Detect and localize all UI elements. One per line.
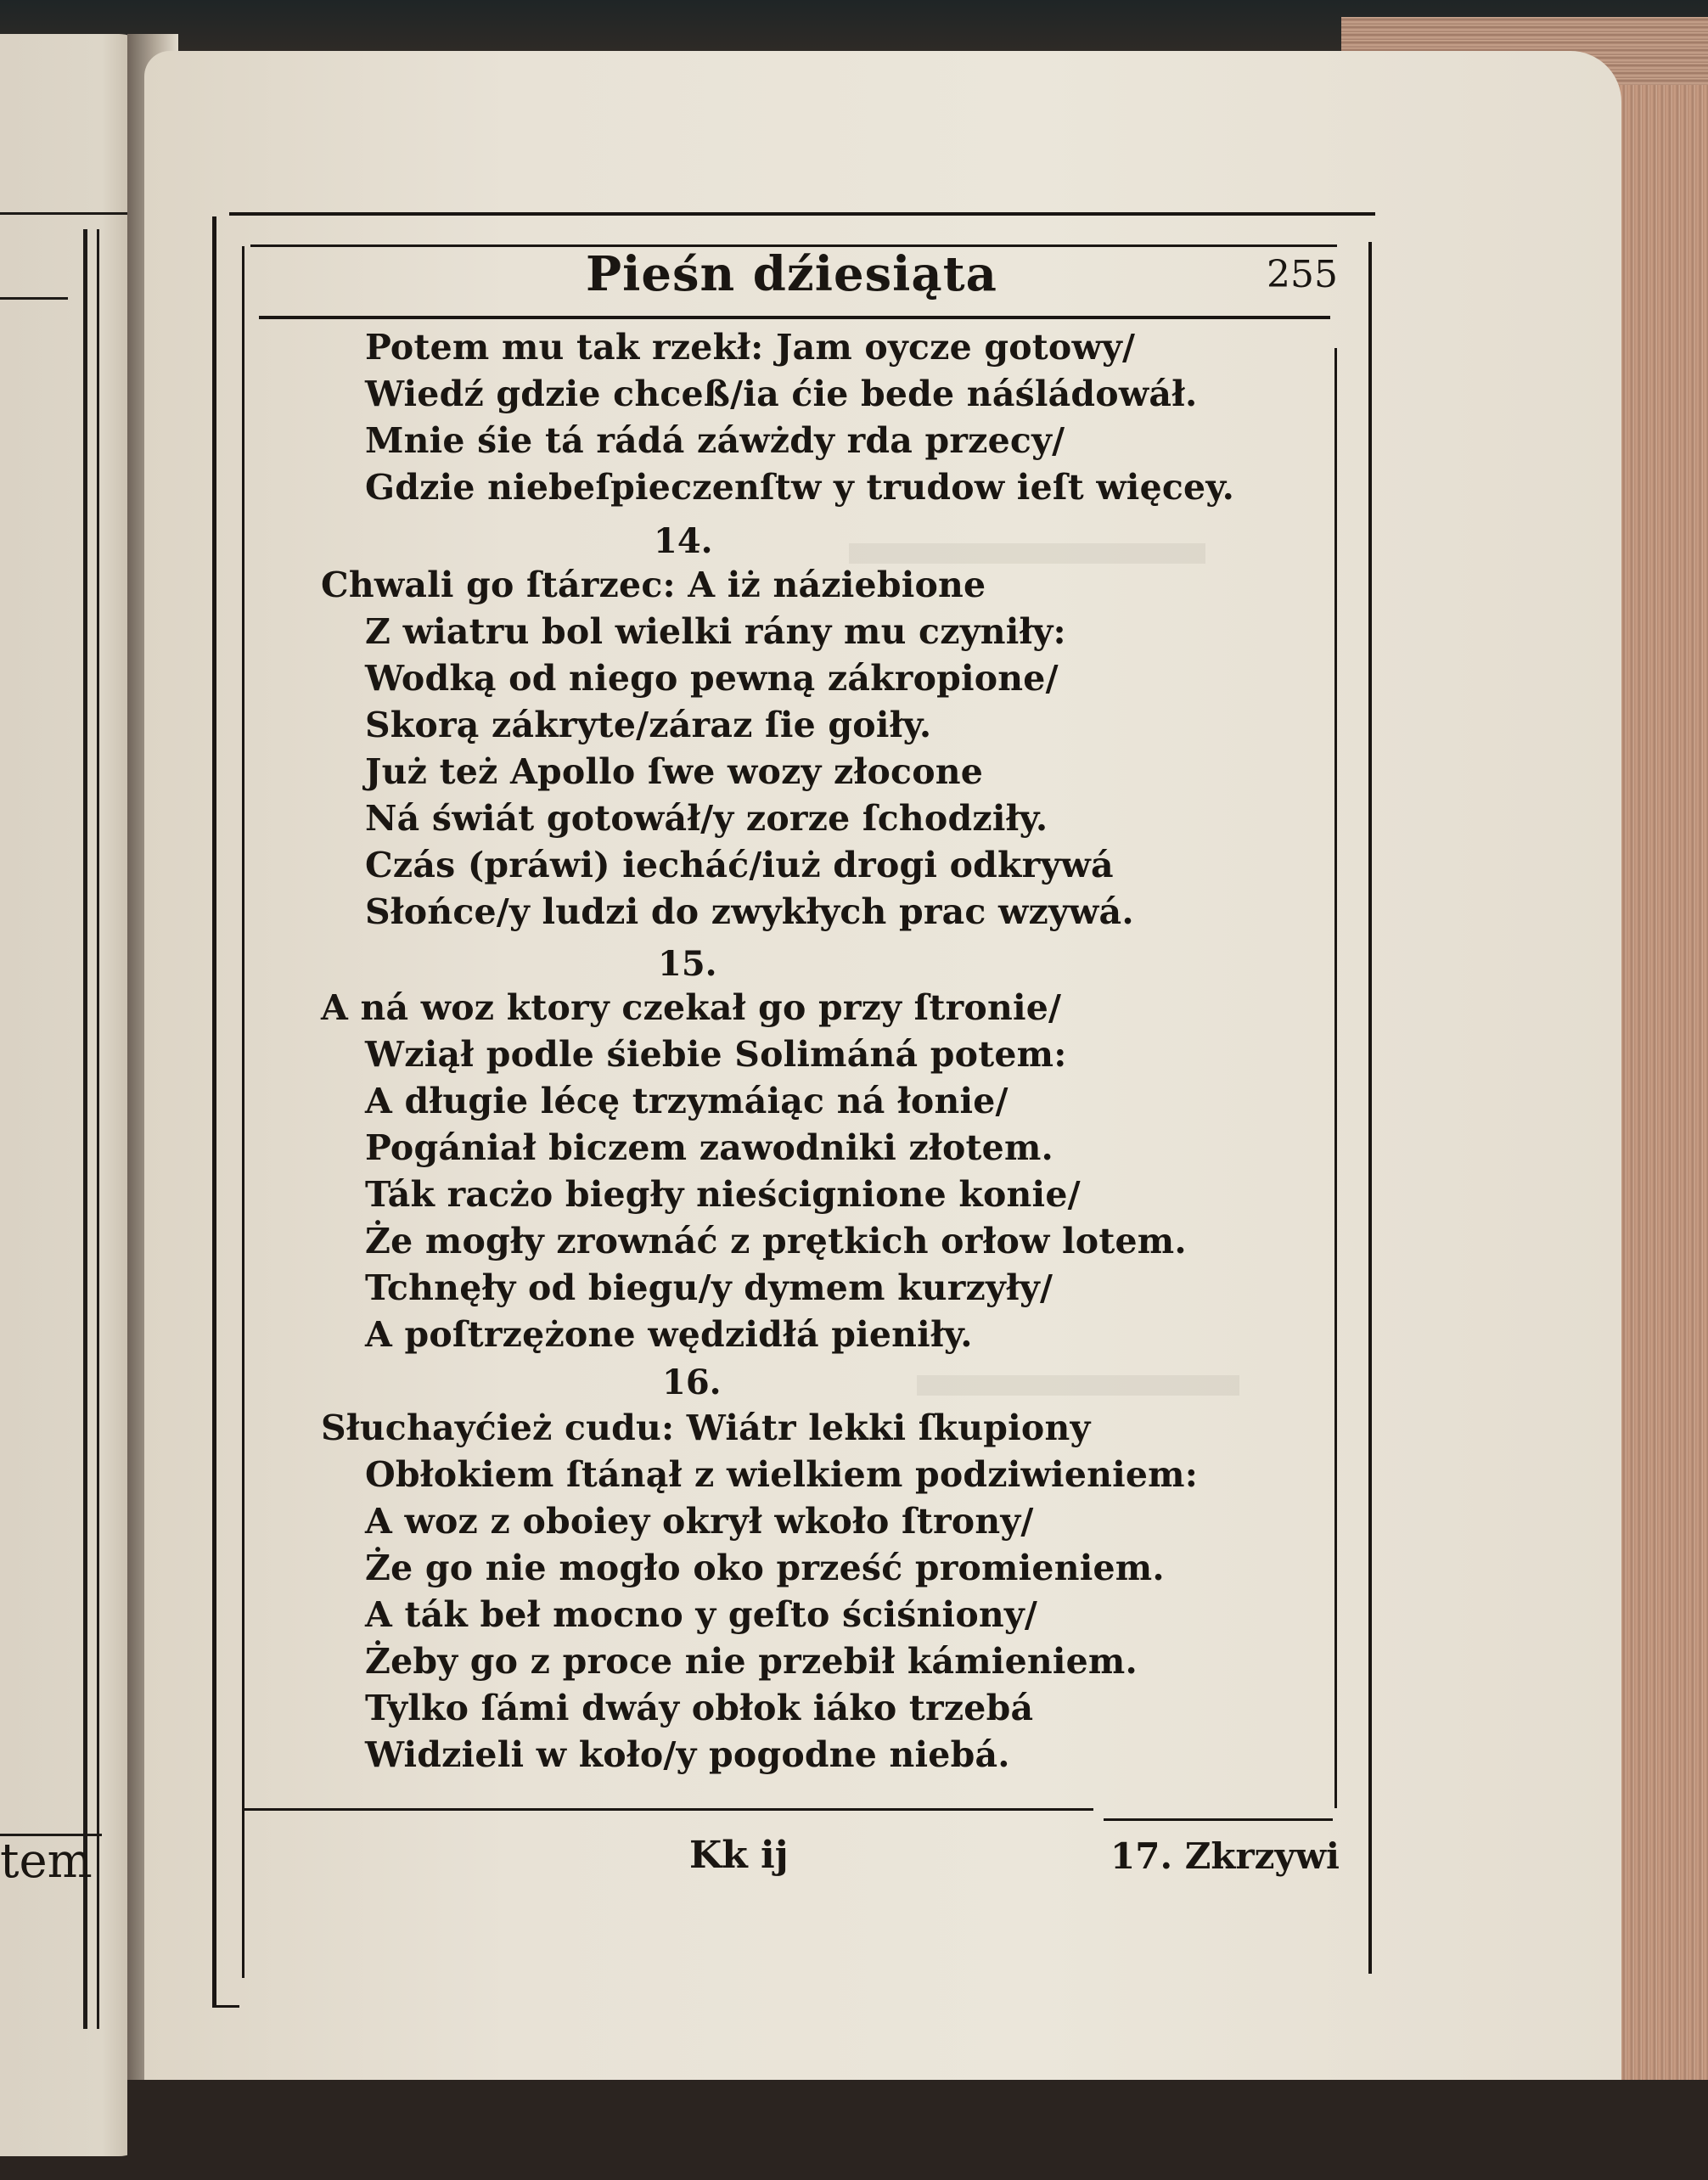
verse-line: Czás (práwi) iecháć/iuż drogi odkrywá bbox=[365, 845, 1114, 885]
verse-line: Widzieli w koło/y pogodne niebá. bbox=[365, 1734, 1010, 1775]
signature-mark: Kk ij bbox=[689, 1834, 789, 1877]
verse-line: Potem mu tak rzekł: Jam oycze gotowy/ bbox=[365, 327, 1136, 368]
left-page-rule bbox=[0, 212, 127, 215]
left-page-rule bbox=[0, 297, 68, 300]
verse-line: Wiedź gdzie chceß/ia ćie bede náśládowáł. bbox=[365, 374, 1198, 414]
verse-line: Żeby go z proce nie przebił kámieniem. bbox=[365, 1641, 1138, 1682]
verse-line: Tylko ſámi dwáy obłok iáko trzebá bbox=[365, 1688, 1034, 1728]
verse-line: Wziął podle śiebie Solimáná potem: bbox=[365, 1034, 1067, 1075]
left-page-fragment: tem bbox=[0, 1834, 93, 1889]
bleed-through bbox=[849, 543, 1205, 564]
left-page-frame-rule bbox=[97, 229, 99, 2029]
left-page-frame-rule bbox=[83, 229, 87, 2029]
verse-line: Tchnęły od biegu/y dymem kurzyły/ bbox=[365, 1267, 1053, 1308]
verse-line: A poſtrzężone wędzidłá pieniły. bbox=[365, 1314, 973, 1355]
frame-rule-right bbox=[1368, 242, 1372, 1974]
verse-line: A długie lécę trzymáiąc ná łonie/ bbox=[365, 1081, 1009, 1121]
background-bottom bbox=[127, 2080, 1708, 2180]
verse-line: Że mogły zrownáć z prętkich orłow lotem. bbox=[365, 1221, 1187, 1261]
stanza-number: 14. bbox=[654, 521, 713, 561]
page-title: Pieśn dźiesiąta bbox=[586, 246, 997, 302]
verse-line: Słuchayćież cudu: Wiátr lekki ſkupiony bbox=[321, 1407, 1091, 1448]
verse-line: A woz z oboiey okrył wkoło ſtrony/ bbox=[365, 1501, 1034, 1542]
frame-rule-bottom-right bbox=[1104, 1818, 1333, 1821]
verse-line: Skorą zákryte/záraz ſie goiły. bbox=[365, 705, 932, 745]
verse-line: Już też Apollo ſwe wozy złocone bbox=[365, 751, 984, 792]
frame-rule-bottom-outer bbox=[214, 2005, 239, 2008]
stanza-number: 16. bbox=[662, 1362, 722, 1402]
verse-line: Gdzie niebeſpieczenſtw y trudow ieſt więcey. bbox=[365, 467, 1235, 508]
verse-line: Obłokiem ſtánął z wielkiem podziwieniem: bbox=[365, 1454, 1199, 1495]
verse-line: Wodką od niego pewną zákropione/ bbox=[365, 658, 1059, 699]
verse-line: Słońce/y ludzi do zwykłych prac wzywá. bbox=[365, 891, 1134, 932]
frame-rule-left-inner bbox=[242, 246, 244, 1978]
verse-line: Ná świát gotowáł/y zorze ſchodziły. bbox=[365, 798, 1048, 839]
bleed-through bbox=[917, 1375, 1239, 1396]
page-number: 255 bbox=[1267, 253, 1338, 296]
verse-line: Z wiatru bol wielki rány mu czyniły: bbox=[365, 611, 1066, 652]
catchword: 17. Zkrzywi bbox=[1110, 1835, 1340, 1877]
header-rule bbox=[259, 316, 1330, 319]
verse-line: Chwali go ſtárzec: A iż náziebione bbox=[321, 565, 986, 605]
verse-line: Mnie śie tá rádá záwżdy rda przecy/ bbox=[365, 420, 1065, 461]
verse-line: Ták racżo biegły nieścignione konie/ bbox=[365, 1174, 1081, 1215]
stanza-number: 15. bbox=[658, 944, 717, 984]
verse-line: A ná woz ktory czekał go przy ſtronie/ bbox=[321, 987, 1062, 1028]
frame-rule-right-inner bbox=[1334, 348, 1337, 1808]
verse-line: A ták beł mocno y geſto ściśniony/ bbox=[365, 1594, 1038, 1635]
verse-line: Pogániał biczem zawodniki złotem. bbox=[365, 1127, 1054, 1168]
frame-rule-bottom bbox=[244, 1808, 1093, 1811]
frame-rule-top bbox=[229, 212, 1375, 216]
verse-line: Że go nie mogło oko prześć promieniem. bbox=[365, 1548, 1165, 1588]
frame-rule-left bbox=[212, 216, 216, 2008]
